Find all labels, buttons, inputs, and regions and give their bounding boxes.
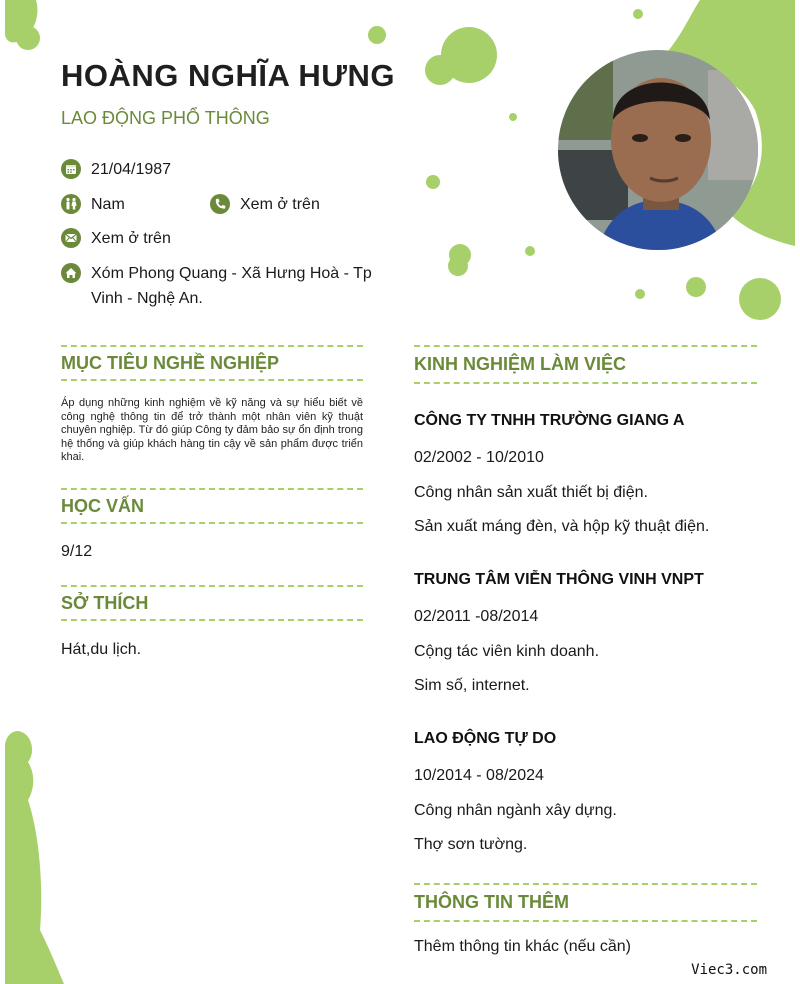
job-company: LAO ĐỘNG TỰ DO xyxy=(414,730,557,747)
experience-heading: KINH NGHIỆM LÀM VIỆC xyxy=(414,345,757,384)
candidate-name: HOÀNG NGHĨA HƯNG xyxy=(61,58,395,93)
hobbies-heading: SỞ THÍCH xyxy=(61,585,363,621)
info-address xyxy=(61,261,383,311)
phone-icon xyxy=(210,194,230,214)
birthday-value: 21/04/1987 xyxy=(91,161,172,178)
job-company: CÔNG TY TNHH TRƯỜNG GIANG A xyxy=(414,412,685,429)
phone-value: Xem ở trên xyxy=(240,196,320,213)
job-detail: Sim số, internet. xyxy=(414,677,530,694)
address-value: Xóm Phong Quang - Xã Hưng Hoà - Tp Vinh - Nghệ An. xyxy=(91,265,372,307)
home-icon xyxy=(61,263,81,283)
job-detail: Thợ sơn tường. xyxy=(414,836,528,853)
job-role: Công nhân sản xuất thiết bị điện. xyxy=(414,484,648,501)
job-role: Cộng tác viên kinh doanh. xyxy=(414,643,600,660)
envelope-icon xyxy=(61,228,81,248)
info-gender xyxy=(61,192,125,217)
job-period: 02/2002 - 10/2010 xyxy=(414,449,544,466)
objective-text: Áp dụng những kinh nghiệm về kỹ năng và sự hiểu biết về công nghệ thông tin để trở thành một nhân viên kỹ thuật chuyên nghiệp. Từ đó giúp Công ty đảm bảo sự ổn định trong hệ thống và giúp khách hàng tin cậy về sản phẩm được triển khai. xyxy=(61,397,363,463)
job-detail: Sản xuất máng đèn, và hộp kỹ thuật điện. xyxy=(414,518,710,535)
info-birthday xyxy=(61,157,171,182)
additional-heading: THÔNG TIN THÊM xyxy=(414,883,757,922)
job-role: Công nhân ngành xây dựng. xyxy=(414,802,617,819)
job-title: LAO ĐỘNG PHỔ THÔNG xyxy=(61,108,270,128)
gender-icon xyxy=(61,194,81,214)
avatar xyxy=(558,50,758,250)
job-period: 02/2011 -08/2014 xyxy=(414,608,539,625)
gender-value: Nam xyxy=(91,196,125,213)
calendar-icon xyxy=(61,159,81,179)
job-company: TRUNG TÂM VIỄN THÔNG VINH VNPT xyxy=(414,571,704,588)
education-heading: HỌC VẤN xyxy=(61,488,363,524)
objective-heading: MỤC TIÊU NGHỀ NGHIỆP xyxy=(61,345,363,381)
hobbies-text: Hát,du lịch. xyxy=(61,641,142,658)
job-period: 10/2014 - 08/2024 xyxy=(414,767,544,784)
info-email xyxy=(61,226,171,251)
watermark: Viec3.com xyxy=(691,962,767,978)
education-text: 9/12 xyxy=(61,543,93,560)
email-value: Xem ở trên xyxy=(91,230,171,247)
info-phone xyxy=(210,192,320,217)
additional-text: Thêm thông tin khác (nếu cần) xyxy=(414,938,632,955)
